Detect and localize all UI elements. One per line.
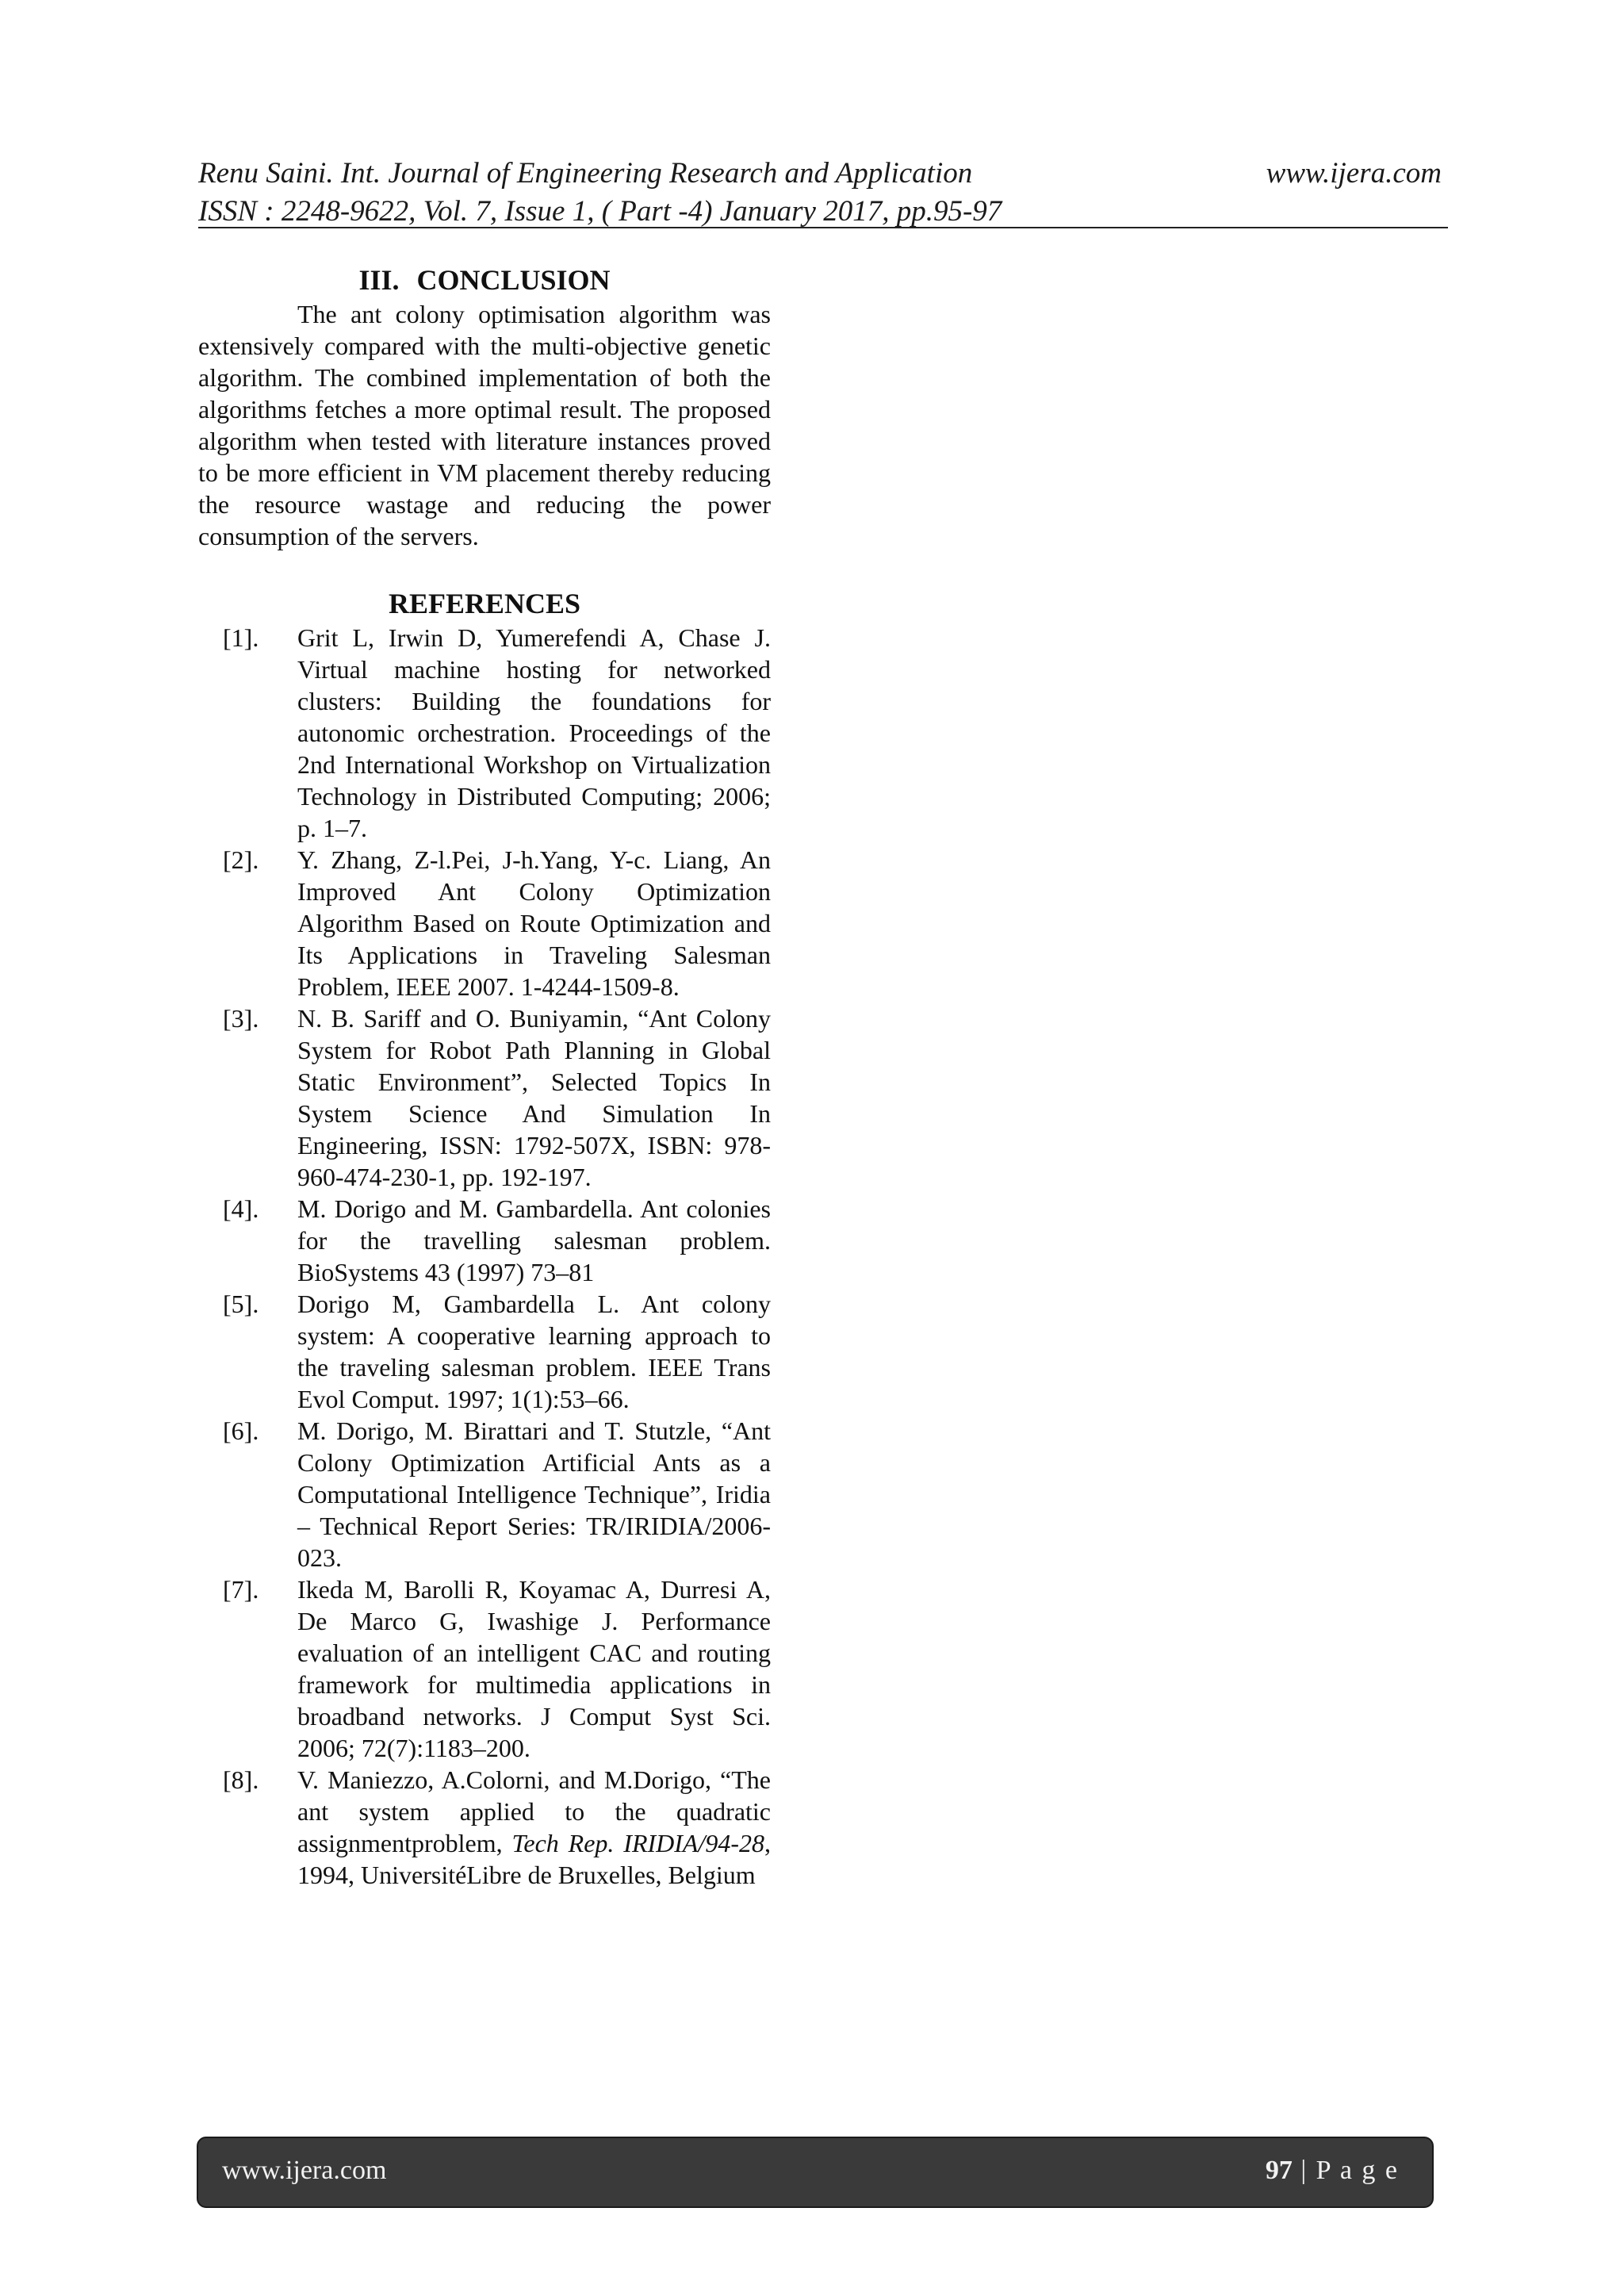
reference-text: Grit L, Irwin D, Yumerefendi A, Chase J. Virtual machine hosting for networked clusters: Building the foundations for autonomic orchestration. Proceedings of the 2nd International Workshop on Virtualization Technology in Distributed Computing; 2006; p. 1–7. [297, 623, 771, 842]
reference-number: [1]. [223, 623, 259, 652]
issn-line: ISSN : 2248-9622, Vol. 7, Issue 1, ( Part -4) January 2017, pp.95-97 [198, 195, 1002, 228]
running-header [198, 155, 1442, 231]
conclusion-paragraph: The ant colony optimisation algorithm was extensively compared with the multi-objective genetic algorithm. The combined implementation of both the algorithms fetches a more optimal result. The proposed algorithm when tested with literature instances proved to be more efficient in VM placement thereby reducing the resource wastage and reducing the power consumption of the servers. [198, 300, 771, 550]
page-number-label [1266, 2156, 1399, 2186]
page-number: 97 [1265, 2156, 1293, 2185]
header-row-1 [198, 155, 1442, 193]
reference-text: Dorigo M, Gambardella L. Ant colony system: A cooperative learning approach to the traveling salesman problem. IEEE Trans Evol Comput. 1997; 1(1):53–66. [297, 1290, 771, 1413]
reference-number: [6]. [223, 1416, 259, 1445]
reference-text-part: , 1994, UniversitéLibre de Bruxelles, Belgium [297, 1829, 772, 1889]
reference-item [198, 1415, 771, 1573]
reference-item [198, 1193, 771, 1288]
page-word: | P a g e [1292, 2156, 1399, 2185]
section-number: III. [358, 264, 400, 296]
reference-number: [2]. [223, 845, 259, 874]
reference-number: [4]. [223, 1194, 259, 1223]
reference-text: N. B. Sariff and O. Buniyamin, “Ant Colony System for Robot Path Planning in Global Static Environment”, Selected Topics In System Science And Simulation In Engineering, ISSN: 1792-507X, ISBN: 978-960-474-230-1, pp. 192-197. [297, 1004, 771, 1191]
reference-number: [8]. [223, 1765, 259, 1794]
reference-italic-part: Tech Rep. IRIDIA/94-28 [511, 1829, 765, 1857]
reference-text-part: V. Maniezzo, A.Colorni, and M.Dorigo, “The ant system applied to the quadratic assignmentproblem, [297, 1765, 771, 1857]
journal-citation: Renu Saini. Int. Journal of Engineering Research and Application [198, 157, 973, 190]
reference-item [198, 844, 771, 1002]
reference-text: M. Dorigo, M. Birattari and T. Stutzle, “Ant Colony Optimization Artificial Ants as a Computational Intelligence Technique”, Iridia – Technical Report Series: TR/IRIDIA/2006-023. [297, 1416, 771, 1572]
reference-item [198, 1002, 771, 1193]
reference-number: [7]. [223, 1575, 259, 1604]
references-heading: REFERENCES [388, 588, 581, 619]
reference-list [198, 622, 771, 1891]
reference-number: [3]. [223, 1004, 259, 1033]
header-website-link[interactable]: www.ijera.com [1266, 157, 1442, 190]
reference-text: M. Dorigo and M. Gambardella. Ant colonies for the travelling salesman problem. BioSystems 43 (1997) 73–81 [297, 1194, 771, 1286]
reference-item [198, 1764, 771, 1891]
conclusion-heading [198, 262, 771, 298]
section-title: CONCLUSION [416, 264, 611, 296]
header-divider [198, 227, 1448, 228]
footer-website-link[interactable]: www.ijera.com [222, 2156, 387, 2185]
reference-item [198, 1288, 771, 1415]
reference-text: Y. Zhang, Z-l.Pei, J-h.Yang, Y-c. Liang, An Improved Ant Colony Optimization Algorithm Based on Route Optimization and Its Applications in Traveling Salesman Problem, IEEE 2007. 1-4244-1509-8. [297, 845, 771, 1001]
reference-item [198, 1573, 771, 1764]
page-footer [197, 2137, 1434, 2208]
reference-text [297, 1764, 771, 1891]
left-column [198, 262, 771, 1891]
reference-text: Ikeda M, Barolli R, Koyamac A, Durresi A, De Marco G, Iwashige J. Performance evaluation of an intelligent CAC and routing framework for multimedia applications in broadband networks. J Comput Syst Sci. 2006; 72(7):1183–200. [297, 1575, 771, 1762]
header-row-2 [198, 193, 1442, 231]
reference-item [198, 622, 771, 844]
reference-number: [5]. [223, 1290, 259, 1318]
